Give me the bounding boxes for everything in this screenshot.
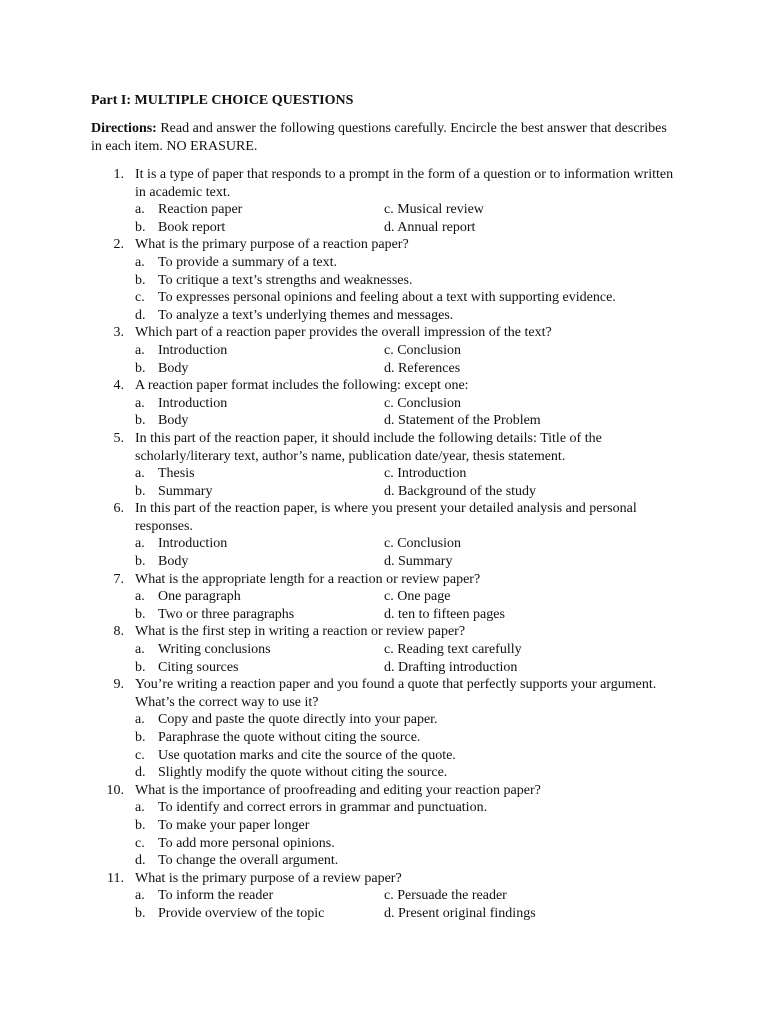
option-text: To change the overall argument. bbox=[158, 853, 339, 869]
option-letter: a. bbox=[135, 254, 145, 270]
question-item bbox=[91, 623, 691, 676]
option-letter: b. bbox=[135, 483, 146, 499]
question-item bbox=[91, 236, 691, 324]
option-letter: a. bbox=[135, 202, 145, 218]
option-letter: a. bbox=[135, 589, 145, 605]
answer-option[interactable]: d. ten to fifteen pages bbox=[384, 606, 505, 622]
option-text: To identify and correct errors in grammar and punctuation. bbox=[158, 800, 488, 816]
option-letter: b. bbox=[135, 413, 146, 429]
answer-option[interactable] bbox=[135, 553, 384, 571]
option-letter: b. bbox=[135, 554, 146, 570]
option-text: To inform the reader bbox=[158, 888, 274, 904]
answer-options bbox=[135, 711, 691, 781]
answer-option[interactable] bbox=[135, 219, 384, 237]
option-text: Body bbox=[158, 413, 189, 429]
answer-options bbox=[135, 342, 691, 377]
answer-option[interactable]: c. Conclusion bbox=[384, 395, 461, 411]
directions-label: Directions: bbox=[91, 121, 157, 136]
question-item bbox=[91, 782, 691, 870]
question-item bbox=[91, 430, 691, 500]
question-number: 5. bbox=[113, 430, 124, 446]
question-number: 10. bbox=[106, 782, 124, 798]
option-text: Use quotation marks and cite the source of the quote. bbox=[158, 747, 456, 763]
answer-option[interactable]: c. One page bbox=[384, 589, 451, 605]
option-text: Introduction bbox=[158, 395, 228, 411]
option-text: Introduction bbox=[158, 536, 228, 552]
option-letter: b. bbox=[135, 360, 146, 376]
answer-option[interactable] bbox=[135, 887, 384, 905]
option-letter: a. bbox=[135, 536, 145, 552]
directions-text: Read and answer the following questions carefully. Encircle the best answer that describes in each item. NO ERASURE. bbox=[91, 121, 667, 154]
answer-options bbox=[135, 887, 691, 922]
answer-option[interactable]: d. Statement of the Problem bbox=[384, 413, 541, 429]
option-letter: b. bbox=[135, 659, 146, 675]
question-number: 8. bbox=[113, 624, 124, 640]
answer-option[interactable] bbox=[135, 483, 384, 501]
answer-option[interactable] bbox=[135, 852, 644, 870]
question-text: Which part of a reaction paper provides the overall impression of the text? bbox=[135, 325, 552, 341]
question-text: What is the importance of proofreading and editing your reaction paper? bbox=[135, 782, 541, 798]
answer-option[interactable] bbox=[135, 395, 384, 413]
answer-option[interactable]: d. Drafting introduction bbox=[384, 659, 518, 675]
answer-option[interactable]: c. Musical review bbox=[384, 202, 484, 218]
answer-option[interactable] bbox=[135, 905, 384, 923]
option-letter: a. bbox=[135, 466, 145, 482]
option-letter: b. bbox=[135, 817, 146, 833]
option-letter: c. bbox=[135, 835, 145, 851]
answer-option[interactable]: d. Summary bbox=[384, 554, 453, 570]
option-text: To add more personal opinions. bbox=[158, 835, 335, 851]
question-text: What is the primary purpose of a review paper? bbox=[135, 870, 402, 886]
option-letter: b. bbox=[135, 219, 146, 235]
question-number: 1. bbox=[113, 167, 124, 182]
option-letter: c. bbox=[135, 290, 145, 306]
question-item bbox=[91, 166, 691, 236]
answer-option[interactable] bbox=[135, 254, 644, 272]
answer-option[interactable]: d. References bbox=[384, 360, 461, 376]
question-list bbox=[91, 166, 691, 923]
question-item bbox=[91, 676, 691, 782]
option-text: Provide overview of the topic bbox=[158, 905, 325, 921]
option-text: Copy and paste the quote directly into your paper. bbox=[158, 712, 438, 728]
answer-option[interactable] bbox=[135, 659, 384, 677]
answer-option[interactable]: c. Introduction bbox=[384, 466, 467, 482]
answer-option[interactable] bbox=[135, 201, 384, 219]
question-text: A reaction paper format includes the following: except one: bbox=[135, 378, 469, 394]
question-number: 4. bbox=[113, 378, 124, 394]
answer-option[interactable] bbox=[135, 412, 384, 430]
question-number: 6. bbox=[113, 501, 124, 517]
question-number: 11. bbox=[107, 870, 124, 886]
answer-options bbox=[135, 465, 691, 500]
answer-option[interactable]: d. Annual report bbox=[384, 219, 476, 235]
option-text: Introduction bbox=[158, 342, 228, 358]
answer-option[interactable] bbox=[135, 817, 644, 835]
option-text: Slightly modify the quote without citing the source. bbox=[158, 765, 448, 781]
question-item bbox=[91, 324, 691, 377]
option-text: Thesis bbox=[158, 466, 195, 482]
option-text: Paraphrase the quote without citing the source. bbox=[158, 730, 421, 745]
option-text: Two or three paragraphs bbox=[158, 606, 295, 622]
directions bbox=[91, 120, 681, 155]
option-text: Body bbox=[158, 360, 189, 376]
answer-option[interactable] bbox=[135, 729, 644, 747]
answer-option[interactable] bbox=[135, 799, 644, 817]
option-text: To provide a summary of a text. bbox=[158, 254, 338, 270]
option-letter: a. bbox=[135, 342, 145, 358]
option-text: Body bbox=[158, 554, 189, 570]
answer-option[interactable] bbox=[135, 465, 384, 483]
option-text: To critique a text’s strengths and weaknesses. bbox=[158, 272, 413, 288]
answer-options bbox=[135, 641, 691, 676]
question-number: 2. bbox=[113, 237, 124, 253]
answer-option[interactable]: d. Present original findings bbox=[384, 905, 536, 921]
option-letter: a. bbox=[135, 888, 145, 904]
answer-option[interactable] bbox=[135, 272, 644, 290]
answer-option[interactable]: d. Background of the study bbox=[384, 483, 537, 499]
answer-options bbox=[135, 254, 691, 324]
answer-option[interactable] bbox=[135, 747, 644, 765]
question-text: It is a type of paper that responds to a prompt in the form of a question or to information written in academic text. bbox=[135, 167, 674, 200]
question-text: In this part of the reaction paper, is where you present your detailed analysis and personal responses. bbox=[135, 501, 637, 534]
question-text: You’re writing a reaction paper and you found a quote that perfectly supports your argument. What’s the correct way to use it? bbox=[135, 677, 657, 710]
answer-options bbox=[135, 799, 691, 869]
option-letter: d. bbox=[135, 307, 146, 323]
answer-option[interactable] bbox=[135, 307, 644, 325]
option-letter: d. bbox=[135, 765, 146, 781]
answer-options bbox=[135, 201, 691, 236]
answer-option[interactable] bbox=[135, 535, 384, 553]
part-title: Part I: MULTIPLE CHOICE QUESTIONS bbox=[91, 93, 354, 108]
answer-option[interactable] bbox=[135, 588, 384, 606]
question-text: In this part of the reaction paper, it should include the following details: Title of the scholarly/literary text, author’s name, publication date/year, thesis statement. bbox=[135, 430, 602, 464]
option-text: One paragraph bbox=[158, 589, 241, 605]
answer-option[interactable] bbox=[135, 764, 644, 782]
option-text: To analyze a text’s underlying themes and messages. bbox=[158, 307, 454, 323]
answer-option[interactable] bbox=[135, 835, 644, 853]
option-letter: b. bbox=[135, 730, 146, 745]
option-text: Summary bbox=[158, 483, 213, 499]
answer-option[interactable]: c. Reading text carefully bbox=[384, 642, 522, 658]
option-text: To make your paper longer bbox=[158, 817, 310, 833]
answer-option[interactable]: c. Conclusion bbox=[384, 536, 461, 552]
answer-option[interactable]: c. Persuade the reader bbox=[384, 888, 507, 904]
option-text: Citing sources bbox=[158, 659, 239, 675]
option-letter: b. bbox=[135, 606, 146, 622]
question-text: What is the first step in writing a reaction or review paper? bbox=[135, 624, 466, 640]
question-item bbox=[91, 500, 691, 570]
answer-option[interactable] bbox=[135, 360, 384, 378]
answer-option[interactable] bbox=[135, 606, 384, 624]
option-letter: a. bbox=[135, 800, 145, 816]
option-letter: a. bbox=[135, 712, 145, 728]
answer-option[interactable] bbox=[135, 289, 644, 307]
question-number: 3. bbox=[113, 325, 124, 341]
option-letter: a. bbox=[135, 395, 145, 411]
answer-options bbox=[135, 535, 691, 570]
option-text: Book report bbox=[158, 219, 226, 235]
answer-option[interactable] bbox=[135, 711, 644, 729]
option-letter: a. bbox=[135, 642, 145, 658]
question-text: What is the appropriate length for a reaction or review paper? bbox=[135, 571, 481, 587]
question-number: 9. bbox=[113, 677, 124, 693]
option-letter: c. bbox=[135, 747, 145, 763]
answer-options bbox=[135, 395, 691, 430]
answer-options bbox=[135, 588, 691, 623]
question-item bbox=[91, 377, 691, 430]
option-letter: b. bbox=[135, 905, 146, 921]
answer-option[interactable] bbox=[135, 342, 384, 360]
answer-option[interactable]: c. Conclusion bbox=[384, 342, 461, 358]
question-item bbox=[91, 571, 691, 624]
option-letter: d. bbox=[135, 853, 146, 869]
option-text: Reaction paper bbox=[158, 202, 243, 218]
question-item bbox=[91, 870, 691, 923]
option-text: Writing conclusions bbox=[158, 642, 271, 658]
option-text: To expresses personal opinions and feeling about a text with supporting evidence. bbox=[158, 290, 616, 306]
question-number: 7. bbox=[113, 571, 124, 587]
option-letter: b. bbox=[135, 272, 146, 288]
question-text: What is the primary purpose of a reaction paper? bbox=[135, 237, 409, 253]
answer-option[interactable] bbox=[135, 641, 384, 659]
